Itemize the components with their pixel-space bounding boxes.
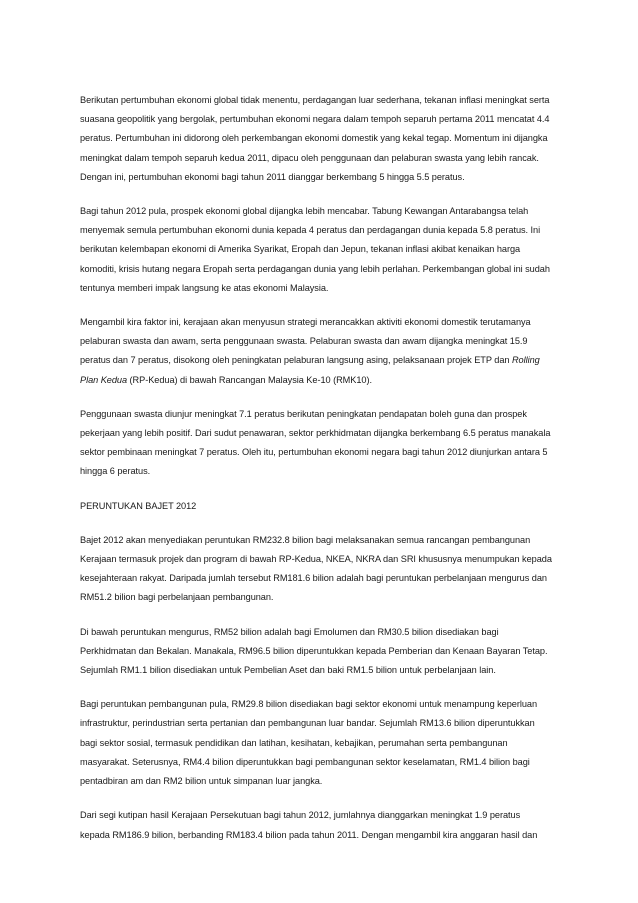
- text-line: hingga 6 peratus.: [80, 466, 151, 477]
- text-line: pelaburan swasta dan awam, serta penggunaan swasta. Pelaburan swasta dan awam dijangka meningkat 15.9: [80, 336, 528, 347]
- text-line: Kerajaan termasuk projek dan program di bawah RP-Kedua, NKEA, NKRA dan SRI khususnya menumpukan kepada: [80, 554, 552, 565]
- text-line: kesejahteraan rakyat. Daripada jumlah tersebut RM181.6 bilion adalah bagi peruntukan perbelanjaan mengurus dan: [80, 573, 547, 584]
- text-line: Di bawah peruntukan mengurus, RM52 bilion adalah bagi Emolumen dan RM30.5 bilion disediakan bagi: [80, 626, 499, 637]
- text-line: Perkhidmatan dan Bekalan. Manakala, RM96.5 bilion diperuntukkan kepada Pemberian dan Kenaan Bayaran Tetap.: [80, 645, 548, 656]
- text-line: tentunya memberi impak langsung ke atas ekonomi Malaysia.: [80, 282, 329, 293]
- text-segment: (RP-Kedua) di bawah Rancangan Malaysia Ke-10 (RMK10).: [127, 374, 372, 385]
- document-body: [80, 91, 570, 860]
- text-line: komoditi, krisis hutang negara Eropah serta perdagangan dunia yang lebih perlahan. Perkembangan global ini sudah: [80, 263, 550, 274]
- paragraph-operating-expenditure: [80, 623, 570, 681]
- text-line: peratus. Pertumbuhan ini didorong oleh perkembangan ekonomi domestik yang kekal tegap. Momentum ini dijangka: [80, 133, 548, 144]
- text-line: berikutan kelembapan ekonomi di Amerika Syarikat, Eropah dan Jepun, tekanan inflasi akibat kenaikan harga: [80, 244, 521, 255]
- text-line: pentadbiran am dan RM2 bilion untuk simpanan luar jangka.: [80, 776, 323, 787]
- text-line: [80, 371, 570, 390]
- italic-term: Plan Kedua: [80, 374, 128, 385]
- section-heading: PERUNTUKAN BAJET 2012: [80, 500, 197, 511]
- text-segment: peratus dan 7 peratus, disokong oleh peningkatan pelaburan langsung asing, pelaksanaan projek ETP dan: [80, 355, 512, 366]
- text-line: Bagi tahun 2012 pula, prospek ekonomi global dijangka lebih mencabar. Tabung Kewangan Antarabangsa telah: [80, 206, 529, 217]
- text-line: sektor pembinaan meningkat 7 peratus. Oleh itu, pertumbuhan ekonomi negara bagi tahun 2012 diunjurkan antara 5: [80, 447, 548, 458]
- paragraph-revenue-collection: [80, 806, 570, 844]
- text-line: pekerjaan yang lebih positif. Dari sudut penawaran, sektor perkhidmatan dijangka berkembang 6.5 peratus manakala: [80, 428, 551, 439]
- italic-term: Rolling: [511, 355, 540, 366]
- text-line: Berikutan pertumbuhan ekonomi global tidak menentu, perdagangan luar sederhana, tekanan inflasi meningkat serta: [80, 95, 550, 105]
- text-line: kepada RM186.9 bilion, berbanding RM183.4 bilion pada tahun 2011. Dengan mengambil kira anggaran hasil dan: [80, 829, 538, 840]
- paragraph-development-expenditure: [80, 695, 570, 791]
- text-line: meningkat dalam tempoh separuh kedua 2011, dipacu oleh penggunaan dan pelaburan swasta yang lebih rancak.: [80, 152, 539, 163]
- paragraph-budget-allocation: [80, 531, 570, 608]
- text-line: menyemak semula pertumbuhan ekonomi dunia kepada 4 peratus dan perdagangan dunia kepada 5.8 peratus. Ini: [80, 225, 541, 236]
- text-line: Bajet 2012 akan menyediakan peruntukan RM232.8 bilion bagi melaksanakan semua rancangan pembangunan: [80, 534, 531, 545]
- text-line: infrastruktur, perindustrian serta pertanian dan pembangunan luar bandar. Sejumlah RM13.6 bilion diperuntukkan: [80, 718, 535, 729]
- text-line: masyarakat. Seterusnya, RM4.4 bilion diperuntukkan bagi pembangunan sektor keselamatan, RM1.4 bilion bagi: [80, 756, 530, 767]
- paragraph-economic-growth-2011: [80, 91, 570, 187]
- text-line: RM51.2 bilion bagi perbelanjaan pembangunan.: [80, 592, 274, 603]
- paragraph-private-consumption: [80, 405, 570, 482]
- text-line: Bagi peruntukan pembangunan pula, RM29.8 bilion disediakan bagi sektor ekonomi untuk menampung keperluan: [80, 699, 538, 710]
- text-line: Sejumlah RM1.1 bilion disediakan untuk Pembelian Aset dan baki RM1.5 bilion untuk perbelanjaan lain.: [80, 665, 496, 676]
- text-line: Dari segi kutipan hasil Kerajaan Persekutuan bagi tahun 2012, jumlahnya dianggarkan meningkat 1.9 peratus: [80, 810, 521, 821]
- text-line: bagi sektor sosial, termasuk pendidikan dan latihan, kesihatan, kebajikan, perumahan serta pembangunan: [80, 737, 508, 748]
- text-line: [80, 351, 570, 370]
- paragraph-global-outlook-2012: [80, 202, 570, 298]
- text-line: Dengan ini, pertumbuhan ekonomi bagi tahun 2011 dianggar berkembang 5 hingga 5.5 peratus.: [80, 171, 465, 182]
- text-line: Penggunaan swasta diunjur meningkat 7.1 peratus berikutan peningkatan pendapatan boleh guna dan prospek: [80, 408, 527, 419]
- paragraph-domestic-strategy: [80, 313, 570, 390]
- text-line: Mengambil kira faktor ini, kerajaan akan menyusun strategi merancakkan aktiviti ekonomi domestik terutamanya: [80, 317, 531, 328]
- text-line: suasana geopolitik yang bergolak, pertumbuhan ekonomi negara dalam tempoh separuh pertama 2011 mencatat 4.4: [80, 114, 550, 125]
